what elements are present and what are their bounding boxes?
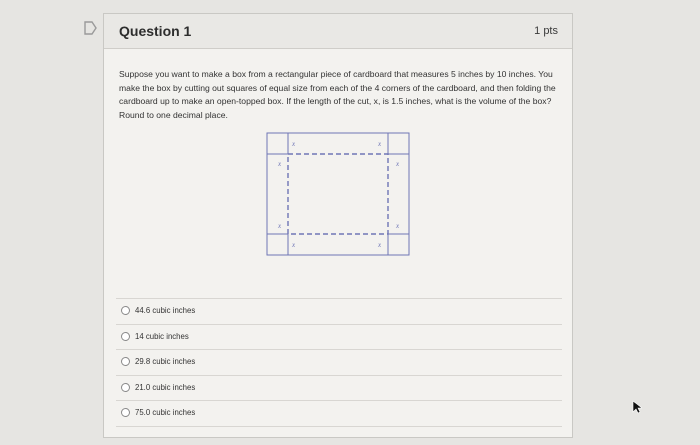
radio-button[interactable]: [121, 357, 130, 366]
diagram-label-x: x: [396, 160, 400, 168]
diagram-label-x: x: [278, 160, 282, 168]
cardboard-diagram: [266, 132, 412, 258]
question-points: 1 pts: [534, 25, 558, 37]
diagram-label-x: x: [378, 241, 382, 249]
answer-list: [116, 298, 562, 427]
question-title: Question 1: [119, 23, 192, 39]
answer-label[interactable]: 44.6 cubic inches: [135, 306, 196, 315]
answer-option[interactable]: [116, 400, 562, 427]
answer-label[interactable]: 14 cubic inches: [135, 331, 189, 341]
question-card: [103, 13, 573, 438]
question-header: [104, 14, 572, 49]
answer-label[interactable]: 29.8 cubic inches: [135, 357, 196, 366]
radio-button[interactable]: [121, 383, 130, 392]
fold-line: [288, 154, 388, 234]
diagram-label-x: x: [292, 140, 296, 148]
diagram-label-x: x: [292, 241, 296, 249]
answer-option[interactable]: [116, 375, 562, 401]
diagram-label-x: x: [378, 140, 382, 148]
flag-icon[interactable]: [83, 20, 99, 36]
mouse-cursor-icon: [632, 400, 642, 414]
answer-label[interactable]: 21.0 cubic inches: [135, 382, 196, 392]
answer-option[interactable]: [116, 349, 562, 375]
answer-option[interactable]: [116, 298, 562, 324]
diagram-label-x: x: [396, 222, 400, 230]
diagram-label-x: x: [278, 222, 282, 230]
radio-button[interactable]: [121, 306, 130, 315]
radio-button[interactable]: [121, 408, 130, 417]
question-text: Suppose you want to make a box from a rectangular piece of cardboard that measures 5 inches by 10 inches. You make the box by cutting out squares of equal size from each of the 4 corners of the cardboard, and then folding the cardboard up to make an open-topped box. If the length of the cut, x, is 1.5 inches, what is the volume of the box? Round to one decimal place.: [119, 69, 556, 120]
answer-option[interactable]: [116, 324, 562, 350]
answer-label[interactable]: 75.0 cubic inches: [135, 408, 196, 417]
radio-button[interactable]: [121, 332, 130, 341]
